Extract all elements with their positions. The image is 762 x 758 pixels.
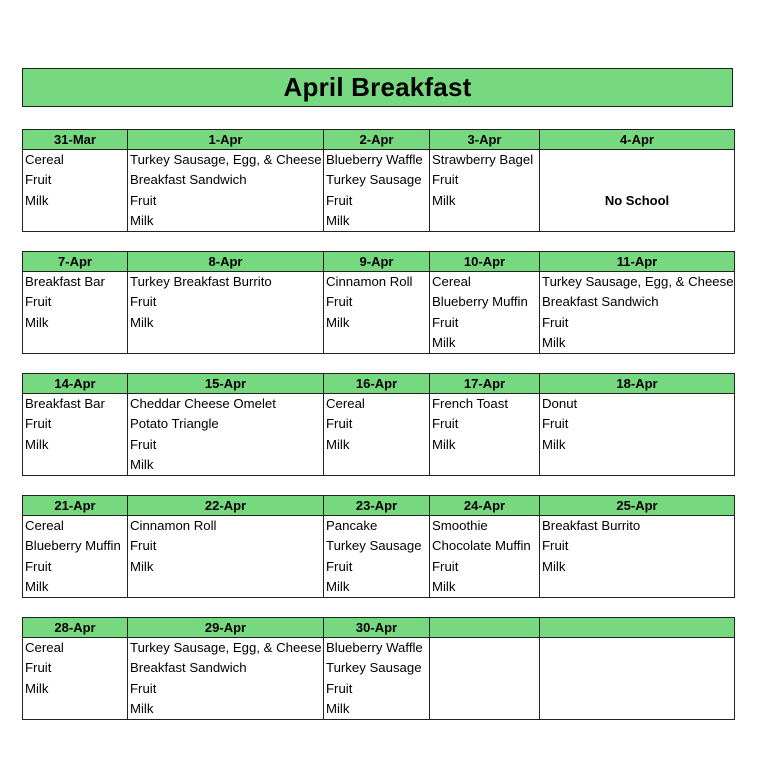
menu-item-list bbox=[430, 150, 539, 211]
day-menu-cell bbox=[23, 272, 128, 354]
menu-item: Milk bbox=[326, 436, 350, 452]
menu-item-list bbox=[23, 394, 127, 455]
day-date: 28-Apr bbox=[23, 618, 128, 638]
menu-item: Fruit bbox=[542, 416, 569, 432]
day-date: 24-Apr bbox=[430, 496, 540, 516]
week-table bbox=[22, 251, 735, 354]
day-date: 31-Mar bbox=[23, 130, 128, 150]
menu-item-list bbox=[128, 150, 323, 231]
menu-item: Milk bbox=[130, 456, 154, 472]
menu-item: Milk bbox=[326, 700, 350, 716]
day-date: 2-Apr bbox=[324, 130, 430, 150]
day-menu-cell bbox=[540, 516, 735, 598]
menu-item: Milk bbox=[25, 436, 49, 452]
menu-item: Cereal bbox=[25, 152, 64, 167]
menu-item: Strawberry Bagel bbox=[432, 152, 534, 167]
menu-item: Turkey Sausage bbox=[326, 660, 422, 676]
menu-item: French Toast bbox=[432, 396, 508, 411]
menu-item: Blueberry Muffin bbox=[432, 294, 528, 310]
week-table bbox=[22, 373, 735, 476]
no-school-note: No School bbox=[604, 193, 670, 209]
week-header-row bbox=[23, 374, 735, 394]
menu-item-list bbox=[23, 638, 127, 699]
day-date: 22-Apr bbox=[128, 496, 324, 516]
week-menu-row bbox=[23, 516, 735, 598]
page-title: April Breakfast bbox=[283, 72, 472, 102]
menu-item: Milk bbox=[432, 192, 456, 208]
menu-item: Fruit bbox=[130, 436, 157, 452]
menu-item-list bbox=[430, 394, 539, 455]
day-date: 25-Apr bbox=[540, 496, 735, 516]
day-date: 17-Apr bbox=[430, 374, 540, 394]
menu-item: Fruit bbox=[432, 314, 459, 330]
menu-item-list bbox=[540, 272, 734, 353]
menu-item: Cereal bbox=[25, 518, 64, 533]
day-menu-cell bbox=[430, 638, 540, 720]
day-date: 4-Apr bbox=[540, 130, 735, 150]
week-header-row bbox=[23, 618, 735, 638]
menu-item: Milk bbox=[130, 314, 154, 330]
menu-item-list bbox=[23, 272, 127, 333]
menu-item: Milk bbox=[542, 558, 566, 574]
menu-item: Milk bbox=[432, 578, 456, 594]
day-menu-cell bbox=[324, 638, 430, 720]
menu-item: Breakfast Sandwich bbox=[542, 294, 659, 310]
day-date: 10-Apr bbox=[430, 252, 540, 272]
menu-item: Breakfast Sandwich bbox=[130, 172, 247, 188]
menu-item-list bbox=[430, 272, 539, 353]
menu-item-list bbox=[540, 394, 734, 455]
menu-item: Milk bbox=[432, 334, 456, 350]
day-menu-cell bbox=[128, 272, 324, 354]
menu-item: Pancake bbox=[326, 518, 378, 533]
menu-item: Milk bbox=[432, 436, 456, 452]
day-menu-cell bbox=[128, 394, 324, 476]
menu-item: Blueberry Waffle bbox=[326, 640, 423, 655]
menu-item-list bbox=[23, 150, 127, 211]
menu-item: Turkey Breakfast Burrito bbox=[130, 274, 272, 289]
menu-item-list bbox=[128, 394, 323, 475]
menu-item-list bbox=[324, 516, 429, 597]
week-header-row bbox=[23, 496, 735, 516]
day-menu-cell bbox=[128, 516, 324, 598]
menu-item: Milk bbox=[130, 558, 154, 574]
day-date: 1-Apr bbox=[128, 130, 324, 150]
day-date: 3-Apr bbox=[430, 130, 540, 150]
day-menu-cell bbox=[540, 272, 735, 354]
menu-item: Fruit bbox=[432, 416, 459, 432]
menu-item: Cereal bbox=[326, 396, 365, 411]
menu-item-list bbox=[324, 272, 429, 333]
menu-item: Fruit bbox=[130, 538, 157, 554]
menu-item: Turkey Sausage, Egg, & Cheese bbox=[130, 640, 322, 655]
day-date: 18-Apr bbox=[540, 374, 735, 394]
day-menu-cell bbox=[324, 272, 430, 354]
menu-item: Milk bbox=[25, 314, 49, 330]
menu-item: Milk bbox=[25, 680, 49, 696]
menu-item: Fruit bbox=[130, 680, 157, 696]
menu-item: Breakfast Sandwich bbox=[130, 660, 247, 676]
day-menu-cell bbox=[23, 394, 128, 476]
menu-item: Milk bbox=[326, 212, 350, 228]
menu-item: Milk bbox=[326, 314, 350, 330]
day-date: 30-Apr bbox=[324, 618, 430, 638]
menu-item: Turkey Sausage bbox=[326, 538, 422, 554]
menu-item-list bbox=[23, 516, 127, 597]
menu-item-list bbox=[128, 638, 323, 719]
week-table bbox=[22, 495, 735, 598]
menu-item: Cinnamon Roll bbox=[130, 518, 217, 533]
day-menu-cell bbox=[324, 516, 430, 598]
menu-item-list bbox=[540, 516, 734, 577]
day-menu-cell bbox=[128, 150, 324, 232]
menu-item: Turkey Sausage, Egg, & Cheese bbox=[542, 274, 734, 289]
day-date: 7-Apr bbox=[23, 252, 128, 272]
menu-item: Blueberry Muffin bbox=[25, 538, 121, 554]
menu-item: Breakfast Bar bbox=[25, 274, 105, 289]
menu-item-list bbox=[128, 516, 323, 577]
menu-item: Cinnamon Roll bbox=[326, 274, 413, 289]
menu-item-list bbox=[324, 150, 429, 231]
menu-item: Milk bbox=[326, 578, 350, 594]
menu-item: Fruit bbox=[25, 294, 52, 310]
week-menu-row bbox=[23, 272, 735, 354]
menu-item: Cereal bbox=[25, 640, 64, 655]
week-menu-row bbox=[23, 394, 735, 476]
week-menu-row bbox=[23, 638, 735, 720]
day-date: 15-Apr bbox=[128, 374, 324, 394]
menu-item: Donut bbox=[542, 396, 578, 411]
menu-item: Fruit bbox=[432, 558, 459, 574]
day-menu-cell bbox=[324, 150, 430, 232]
menu-item: Milk bbox=[130, 700, 154, 716]
day-date: 29-Apr bbox=[128, 618, 324, 638]
menu-item: Fruit bbox=[25, 558, 52, 574]
day-date: 14-Apr bbox=[23, 374, 128, 394]
menu-item: Blueberry Waffle bbox=[326, 152, 423, 167]
menu-item: Chocolate Muffin bbox=[432, 538, 531, 554]
day-date: 9-Apr bbox=[324, 252, 430, 272]
menu-item: Fruit bbox=[326, 416, 353, 432]
page-title-bar bbox=[22, 68, 733, 107]
menu-item: Fruit bbox=[326, 558, 353, 574]
menu-item: Cheddar Cheese Omelet bbox=[130, 396, 276, 411]
day-menu-cell bbox=[540, 394, 735, 476]
day-menu-cell bbox=[324, 394, 430, 476]
menu-item-list bbox=[324, 394, 429, 455]
menu-item: Smoothie bbox=[432, 518, 488, 533]
day-menu-cell bbox=[128, 638, 324, 720]
week-header-row bbox=[23, 252, 735, 272]
day-date: 11-Apr bbox=[540, 252, 735, 272]
menu-item: Fruit bbox=[326, 680, 353, 696]
menu-item: Fruit bbox=[25, 172, 52, 188]
day-menu-cell bbox=[540, 638, 735, 720]
menu-item: Fruit bbox=[130, 294, 157, 310]
menu-item-list bbox=[430, 516, 539, 597]
menu-item: Fruit bbox=[326, 192, 353, 208]
menu-item: Fruit bbox=[25, 416, 52, 432]
day-menu-cell bbox=[23, 150, 128, 232]
week-table bbox=[22, 129, 735, 232]
menu-item: Fruit bbox=[542, 538, 569, 554]
menu-item: Milk bbox=[25, 192, 49, 208]
menu-item: Milk bbox=[130, 212, 154, 228]
day-date: 23-Apr bbox=[324, 496, 430, 516]
menu-item: Fruit bbox=[542, 314, 569, 330]
day-date: 8-Apr bbox=[128, 252, 324, 272]
menu-item: Potato Triangle bbox=[130, 416, 219, 432]
menu-item: Milk bbox=[25, 578, 49, 594]
menu-item: Turkey Sausage, Egg, & Cheese bbox=[130, 152, 322, 167]
day-date bbox=[430, 618, 540, 638]
menu-item: Fruit bbox=[326, 294, 353, 310]
day-menu-cell bbox=[430, 516, 540, 598]
day-date bbox=[540, 618, 735, 638]
day-date: 21-Apr bbox=[23, 496, 128, 516]
menu-item: Milk bbox=[542, 334, 566, 350]
menu-item: Breakfast Burrito bbox=[542, 518, 641, 533]
day-menu-cell bbox=[430, 150, 540, 232]
menu-item: Cereal bbox=[432, 274, 471, 289]
menu-item: Breakfast Bar bbox=[25, 396, 105, 411]
menu-item: Fruit bbox=[130, 192, 157, 208]
menu-item: Turkey Sausage bbox=[326, 172, 422, 188]
day-menu-cell bbox=[23, 638, 128, 720]
day-menu-cell bbox=[23, 516, 128, 598]
week-header-row bbox=[23, 130, 735, 150]
menu-item: Fruit bbox=[25, 660, 52, 676]
week-table bbox=[22, 617, 735, 720]
day-menu-cell bbox=[540, 150, 735, 232]
day-date: 16-Apr bbox=[324, 374, 430, 394]
menu-item: Fruit bbox=[432, 172, 459, 188]
menu-item-list bbox=[324, 638, 429, 719]
week-menu-row bbox=[23, 150, 735, 232]
menu-item-list bbox=[128, 272, 323, 333]
menu-item: Milk bbox=[542, 436, 566, 452]
day-menu-cell bbox=[430, 394, 540, 476]
day-menu-cell bbox=[430, 272, 540, 354]
